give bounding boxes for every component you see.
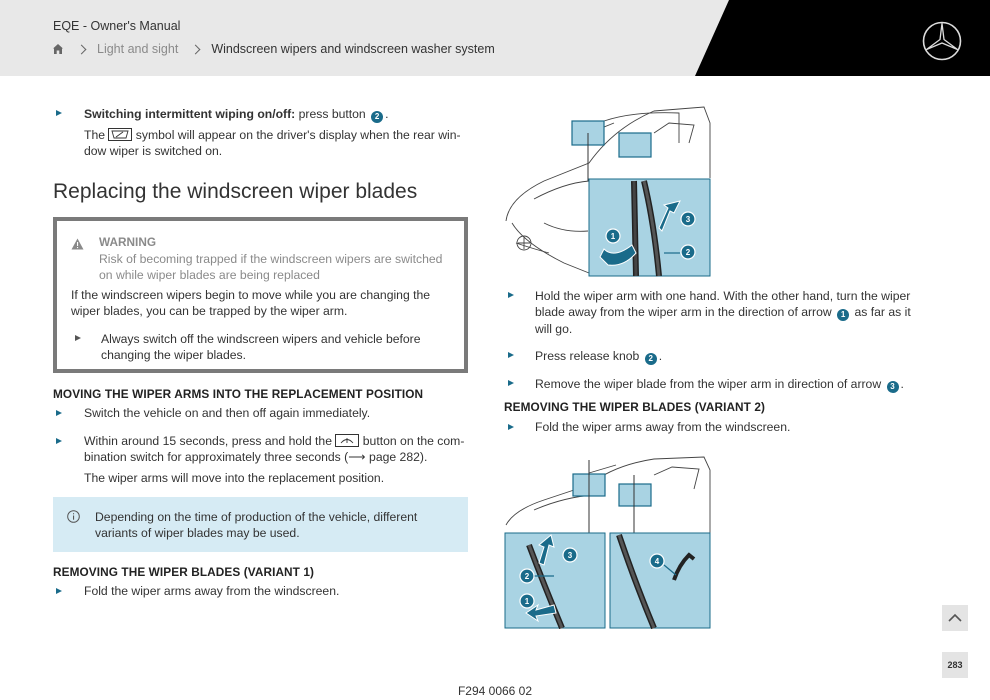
warning-risk-line2: on while wiper blades are being replaced — [99, 268, 320, 282]
fig1-label-1: 1 — [610, 232, 616, 241]
bullet-icon — [75, 335, 81, 341]
rear-wiper-symbol-icon — [108, 128, 132, 141]
scroll-to-top-button[interactable] — [942, 605, 968, 631]
chevron-right-icon — [191, 44, 201, 54]
warning-body-line2: wiper blades, you can be trapped by the wiper arm. — [71, 304, 348, 318]
variant2-step-1: Fold the wiper arms away from the windscreen. — [535, 420, 791, 434]
fig2-label-4: 4 — [654, 557, 660, 566]
warning-label: WARNING — [99, 235, 157, 249]
step-intermittent-bold: Switching intermittent wiping on/off: — [84, 107, 296, 121]
home-icon[interactable] — [52, 43, 64, 55]
moving-step-2-line2: bination switch for approximately three seconds (⟶ page 282). — [84, 450, 428, 464]
breadcrumb-item-current: Windscreen wipers and windscreen washer system — [211, 42, 495, 56]
info-line2: variants of wiper blades may be used. — [95, 526, 300, 540]
bullet-icon — [508, 292, 514, 298]
bullet-icon — [508, 352, 514, 358]
moving-step-2 — [84, 433, 479, 465]
step-hold-line1: Hold the wiper arm with one hand. With the other hand, turn the wiper — [535, 289, 911, 303]
warning-risk — [99, 251, 459, 283]
callout-3-badge: 3 — [887, 381, 899, 393]
figure-code: F294 0066 02 — [457, 684, 533, 698]
note-text-pre: The — [84, 128, 106, 142]
warning-risk-line1: Risk of becoming trapped if the windscreen wipers are switched — [99, 252, 443, 266]
bullet-icon — [56, 588, 62, 594]
warning-box — [53, 217, 468, 373]
breadcrumb-item-light-and-sight[interactable]: Light and sight — [97, 42, 179, 56]
bullet-icon — [56, 110, 62, 116]
step-hold-line3: will go. — [535, 322, 573, 336]
warning-body — [71, 287, 466, 319]
warning-action-line1: Always switch off the windscreen wipers and vehicle before — [101, 332, 421, 346]
note-text-line2: dow wiper is switched on. — [84, 144, 223, 158]
callout-2-badge: 2 — [645, 353, 657, 365]
bullet-icon — [56, 438, 62, 444]
step-intermittent-text: press button — [298, 107, 366, 121]
fig1-label-3: 3 — [685, 215, 691, 224]
warning-body-line1: If the windscreen wipers begin to move while you are changing the — [71, 288, 431, 302]
variant1-step-1: Fold the wiper arms away from the windscreen. — [84, 584, 340, 598]
figure-wiper-variant1 — [504, 103, 712, 277]
figure-wiper-variant2 — [504, 455, 712, 629]
moving-step-2-pre: Within around 15 seconds, press and hold the — [84, 434, 332, 448]
app-title: EQE - Owner's Manual — [53, 19, 181, 33]
step-press-knob: Press release knob 2 . — [535, 349, 663, 363]
page-number-badge: 283 — [942, 652, 968, 678]
warning-triangle-icon — [71, 238, 84, 250]
warning-action — [101, 331, 461, 363]
info-text — [95, 509, 455, 541]
section-title: Replacing the windscreen wiper blades — [53, 180, 418, 203]
callout-2-badge: 2 — [371, 111, 383, 123]
chevron-up-icon — [942, 605, 968, 631]
callout-1-badge: 1 — [837, 309, 849, 321]
step-knob-text: Press release knob — [535, 349, 640, 363]
step-hold-line2-post: as far as it — [854, 305, 911, 319]
info-box — [53, 497, 468, 552]
step-intermittent: Switching intermittent wiping on/off: press button 2 . — [84, 107, 389, 121]
info-line1: Depending on the time of production of the vehicle, different — [95, 510, 418, 524]
chevron-right-icon — [77, 44, 87, 54]
warning-action-line2: changing the wiper blades. — [101, 348, 246, 362]
info-icon — [67, 510, 80, 523]
step-remove-blade: Remove the wiper blade from the wiper arm in direction of arrow 3 . — [535, 377, 904, 391]
fig2-label-1: 1 — [524, 597, 530, 606]
bullet-icon — [508, 380, 514, 386]
header-bar — [0, 0, 990, 76]
step-intermittent-note — [84, 127, 474, 159]
fig2-label-2: 2 — [524, 572, 530, 581]
breadcrumb — [52, 42, 495, 56]
bullet-icon — [508, 424, 514, 430]
moving-heading: MOVING THE WIPER ARMS INTO THE REPLACEMENT POSITION — [53, 387, 424, 401]
wiper-button-icon — [335, 434, 359, 447]
moving-step-2-post: button on the com- — [362, 434, 465, 448]
moving-step-1: Switch the vehicle on and then off again immediately. — [84, 406, 371, 420]
fig1-label-2: 2 — [685, 248, 691, 257]
step-hold-wiper — [535, 288, 935, 337]
moving-result: The wiper arms will move into the replacement position. — [84, 471, 385, 485]
mercedes-star-logo — [922, 21, 962, 61]
note-text-post: symbol will appear on the driver's display when the rear win- — [135, 128, 461, 142]
step-remove-text: Remove the wiper blade from the wiper arm in direction of arrow — [535, 377, 882, 391]
variant2-heading: REMOVING THE WIPER BLADES (VARIANT 2) — [504, 400, 766, 414]
fig2-label-3: 3 — [567, 551, 573, 560]
variant1-heading: REMOVING THE WIPER BLADES (VARIANT 1) — [53, 565, 315, 579]
bullet-icon — [56, 410, 62, 416]
step-hold-line2-pre: blade away from the wiper arm in the direction of arrow — [535, 305, 832, 319]
